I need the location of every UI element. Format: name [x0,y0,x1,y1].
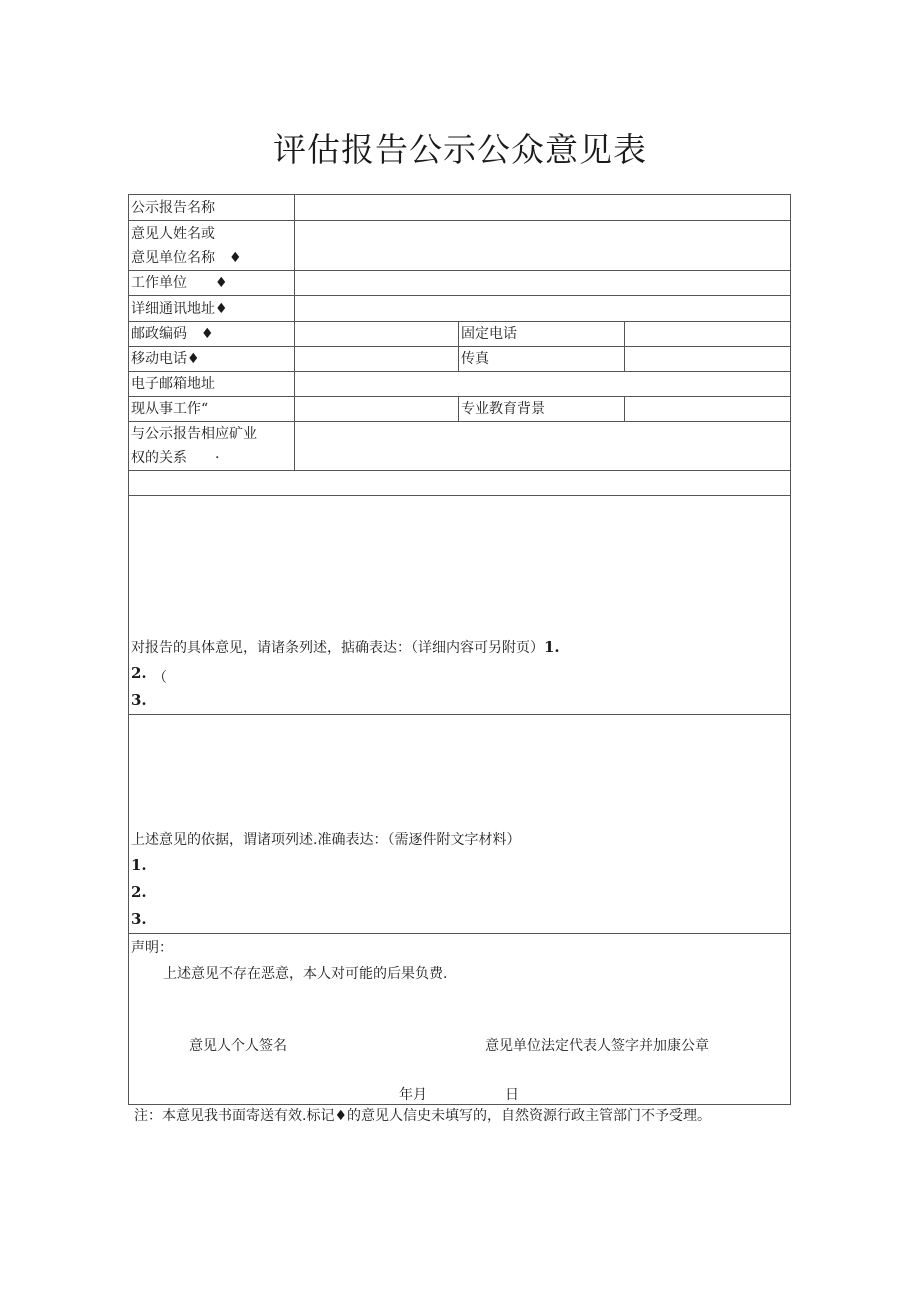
mobile-field[interactable] [295,347,459,372]
relation-label-line1: 与公示报告相应矿业 [131,426,257,442]
fax-field[interactable] [625,347,791,372]
opinion-item-2: 2. [131,664,147,682]
blank-row [129,471,791,496]
form-title: 评估报告公示公众意见表 [273,130,647,169]
email-label: 电子邮箱地址 [129,372,295,397]
basis-item-2: 2. [131,883,147,901]
relation-label-line2: 权的关系 · [131,450,220,466]
declaration-text: 上述意见不存在恶意，本人对可能的后果负费. [163,966,448,982]
basis-prompt: 上述意见的依据，谓诸项列述.准确表达：（需逐件附文字材料） [131,832,521,848]
occupation-field[interactable] [295,397,459,422]
footer-note: 注：本意见我书面寄送有效.标记♦的意见人信史未填写的，自然资源行政主管部门不予受理。 [134,1108,711,1124]
education-field[interactable] [625,397,791,422]
date-year-month: 年月 [399,1087,427,1103]
basis-item-1: 1. [131,856,147,874]
date-day: 日 [505,1087,519,1103]
opinion-item-3: 3. [131,691,147,709]
relation-field[interactable] [295,422,791,471]
opinion-person-field[interactable] [295,221,791,271]
report-name-field[interactable] [295,195,791,221]
address-field[interactable] [295,296,791,322]
personal-signature-label: 意见人个人签名 [189,1038,287,1054]
postal-code-label: 邮政编码 ♦ [129,322,295,347]
opinion-paren: （ [153,670,167,686]
opinion-section[interactable] [129,496,791,715]
landline-label: 固定电话 [459,322,625,347]
address-label: 详细通讯地址♦ [129,296,295,322]
occupation-label: 现从事工作“ [129,397,295,422]
opinion-person-label-line2: 意见单位名称 ♦ [131,250,242,266]
opinion-person-label [129,221,295,271]
basis-item-3: 3. [131,910,147,928]
opinion-prompt: 对报告的具体意见，请诸条列述，掂确表达：（详细内容可另附页） [131,640,544,656]
education-label: 专业教育背景 [459,397,625,422]
opinion-item-1: 1. [544,638,560,656]
work-unit-field[interactable] [295,271,791,296]
relation-label [129,422,295,471]
mobile-label: 移动电话♦ [129,347,295,372]
signature-date [399,1083,519,1105]
email-field[interactable] [295,372,791,397]
work-unit-label: 工作单位 ♦ [129,271,295,296]
basis-section[interactable] [129,715,791,934]
landline-field[interactable] [625,322,791,347]
unit-signature-label: 意见单位法定代表人签字并加康公章 [485,1038,709,1054]
opinion-prompt-line [131,635,788,660]
opinion-person-label-line1: 意见人姓名或 [131,226,215,242]
report-name-label: 公示报告名称 [129,195,295,221]
fax-label: 传真 [459,347,625,372]
declaration-label: 声明： [131,940,173,956]
postal-code-field[interactable] [295,322,459,347]
declaration-section [129,934,791,1105]
opinion-form-table [128,194,791,1105]
